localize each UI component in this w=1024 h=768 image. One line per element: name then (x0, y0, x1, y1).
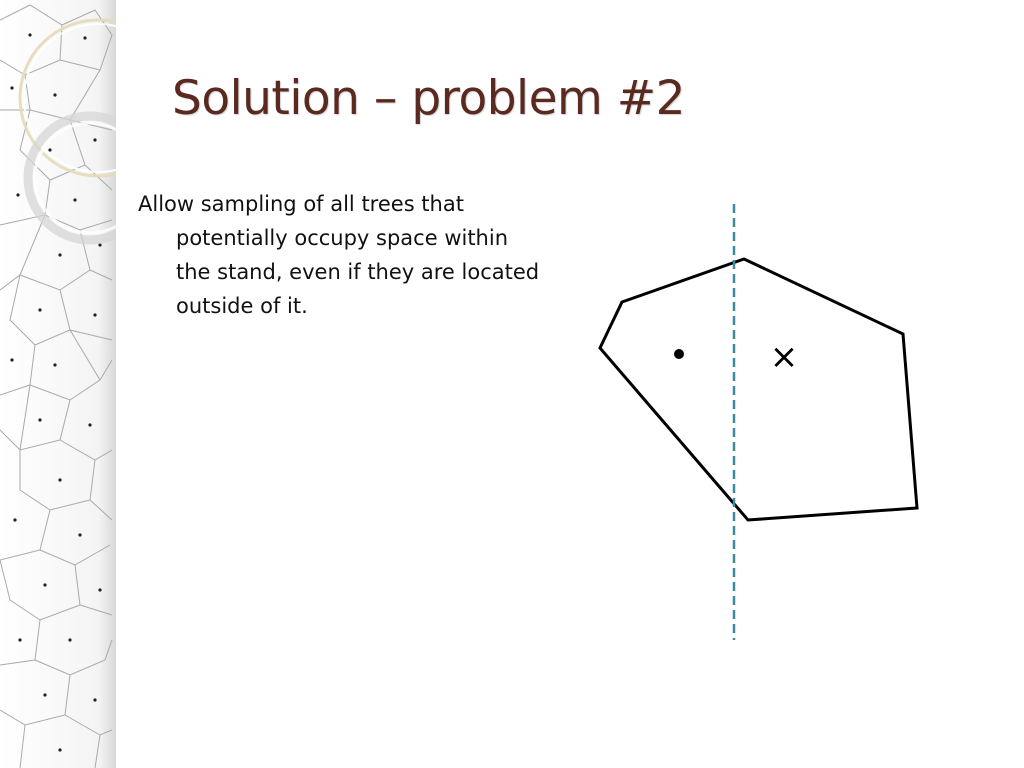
voronoi-pattern-decoration (0, 0, 116, 768)
stand-boundary-diagram (560, 190, 960, 650)
slide-title: Solution – problem #2 (172, 71, 686, 126)
tree-dot-icon (674, 349, 684, 359)
stand-polygon (600, 259, 917, 520)
body-text: Allow sampling of all trees that potentially occupy space within the stand, even if they are located outside of it. (138, 192, 540, 318)
plot-center-x-mark-icon: × (769, 337, 799, 377)
